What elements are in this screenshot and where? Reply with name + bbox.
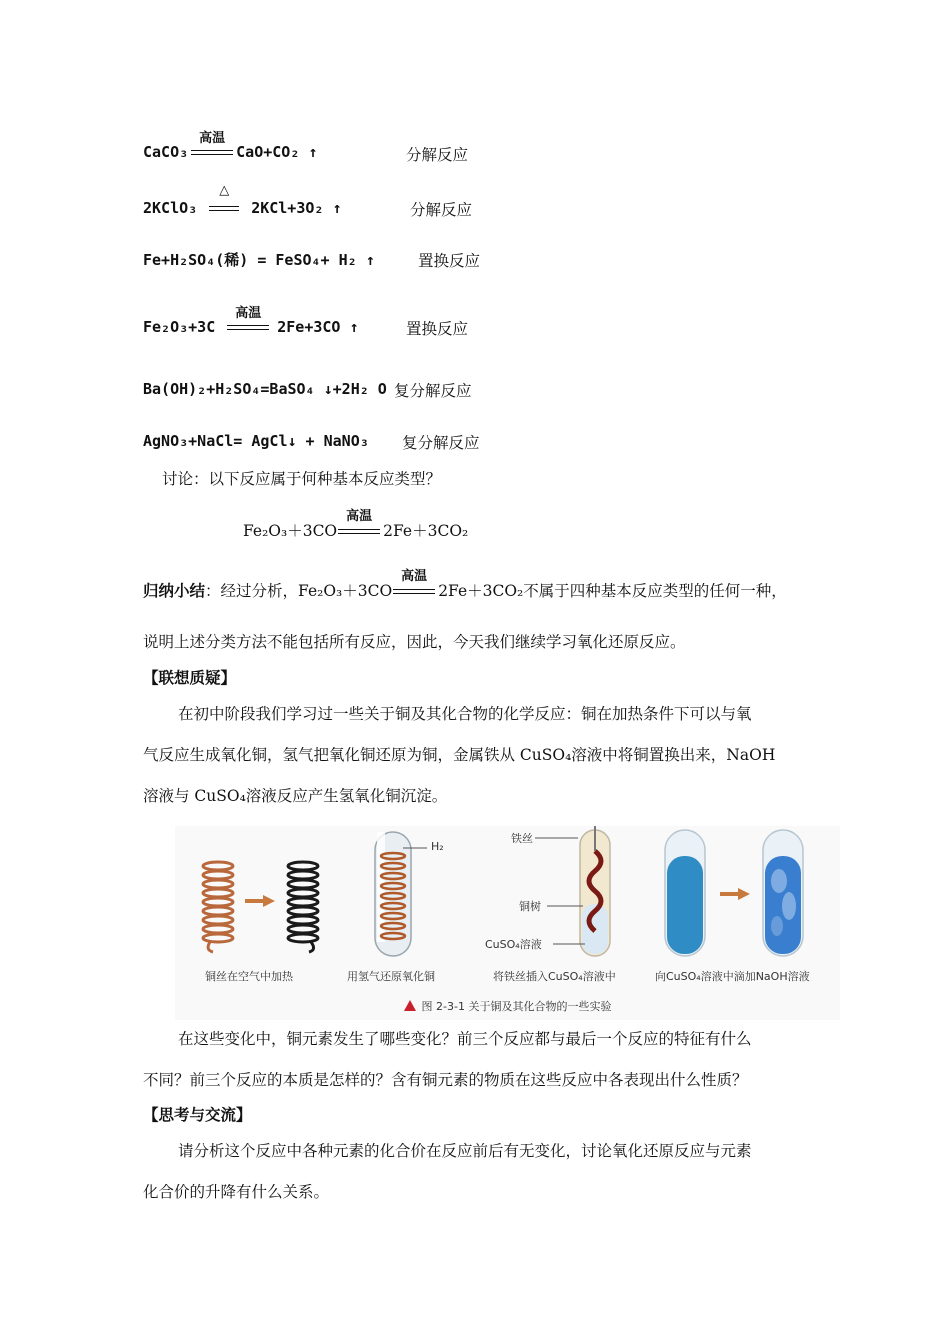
- panel-caption-1: 铜丝在空气中加热: [205, 970, 293, 983]
- discussion-eq-sign: [338, 509, 380, 540]
- summary-line-1: [143, 569, 787, 602]
- reaction-4-left: Fe₂O₃+3C: [143, 318, 216, 336]
- arrow-right-icon: [245, 895, 275, 907]
- summary-eq-sign: [393, 569, 435, 600]
- reaction-1-sign: [191, 130, 233, 161]
- panel-caption-3: 将铁丝插入CuSO₄溶液中: [493, 970, 616, 983]
- reaction-5-type: 复分解反应: [394, 382, 472, 400]
- questions-line-1: 在这些变化中，铜元素发生了哪些变化？前三个反应都与最后一个反应的特征有什么: [178, 1030, 752, 1048]
- reaction-1-type: 分解反应: [406, 146, 469, 164]
- reaction-5-equation: Ba(OH)₂+H₂SO₄=BaSO₄ ↓+2H₂ O: [143, 380, 387, 398]
- reaction-2-type: 分解反应: [410, 201, 473, 219]
- summary-eq-right: 2Fe＋3CO₂: [438, 582, 524, 600]
- think-heading: 【思考与交流】: [143, 1106, 252, 1124]
- test-tube-cuso4-blue-icon: [665, 830, 705, 956]
- iron-wire-label: 铁丝: [511, 832, 533, 845]
- cuso4-solution-label: CuSO₄溶液: [485, 938, 542, 951]
- reaction-2-sign: [209, 182, 239, 217]
- reaction-1-equation: [143, 130, 318, 161]
- triangle-icon: [404, 1000, 416, 1011]
- test-tube-cuso4-iron-icon: [535, 826, 610, 956]
- black-coil-icon: [288, 862, 318, 952]
- reaction-4-condition: 高温: [235, 305, 262, 321]
- think-line-2: 化合价的升降有什么关系。: [143, 1183, 330, 1201]
- reaction-1-right: CaO+CO₂ ↑: [236, 143, 318, 161]
- association-line-1: 在初中阶段我们学习过一些关于铜及其化合物的化学反应：铜在加热条件下可以与氧: [178, 705, 752, 723]
- arrow-right-icon: [720, 888, 750, 900]
- think-line-1: 请分析这个反应中各种元素的化合价在反应前后有无变化，讨论氧化还原反应与元素: [178, 1142, 752, 1160]
- reaction-6-type: 复分解反应: [402, 434, 480, 452]
- discussion-eq-right: 2Fe＋3CO₂: [383, 522, 469, 540]
- reaction-6-equation: AgNO₃+NaCl= AgCl↓ + NaNO₃: [143, 432, 369, 450]
- panel-caption-2: 用氢气还原氧化铜: [347, 970, 435, 983]
- reaction-1-left: CaCO₃: [143, 143, 189, 161]
- discussion-eq-condition: 高温: [346, 509, 373, 524]
- experiment-figure: [175, 826, 840, 1020]
- reaction-2-right: 2KCl+3O₂ ↑: [251, 199, 342, 217]
- summary-line-2: 说明上述分类方法不能包括所有反应，因此，今天我们继续学习氧化还原反应。: [143, 633, 686, 651]
- summary-text-1: 不属于四种基本反应类型的任何一种，: [523, 582, 787, 600]
- reaction-4-equation: [143, 305, 359, 336]
- association-line-2: 气反应生成氧化铜，氢气把氧化铜还原为铜，金属铁从 CuSO₄溶液中将铜置换出来，NaOH: [143, 746, 776, 764]
- figure-caption-text: 图 2-3-1 关于铜及其化合物的一些实验: [421, 1000, 612, 1013]
- figure-caption: [175, 998, 840, 1014]
- reaction-4-sign: [227, 305, 269, 336]
- reaction-1-condition: 高温: [199, 130, 226, 146]
- copper-coil-icon: [203, 862, 233, 952]
- discussion-equation: [243, 509, 469, 542]
- discussion-question: 讨论：以下反应属于何种基本反应类型？: [162, 470, 442, 488]
- h2-label: H₂: [431, 840, 444, 853]
- test-tube-precipitate-icon: [763, 830, 803, 956]
- reaction-2-condition: △: [219, 182, 230, 198]
- discussion-eq-left: Fe₂O₃＋3CO: [243, 522, 338, 540]
- summary-intro: ：经过分析，: [205, 582, 299, 600]
- association-heading: 【联想质疑】: [143, 669, 237, 687]
- summary-eq-condition: 高温: [401, 569, 428, 584]
- copper-tree-label: 铜树: [519, 900, 541, 913]
- panel-caption-4: 向CuSO₄溶液中滴加NaOH溶液: [655, 970, 810, 983]
- reaction-3-type: 置换反应: [418, 252, 481, 270]
- association-line-3: 溶液与 CuSO₄溶液反应产生氢氧化铜沉淀。: [143, 787, 448, 805]
- reaction-4-right: 2Fe+3CO ↑: [277, 318, 359, 336]
- summary-eq-left: Fe₂O₃＋3CO: [298, 582, 393, 600]
- reaction-2-left: 2KClO₃: [143, 199, 198, 217]
- test-tube-h2-icon: [375, 832, 427, 956]
- questions-line-2: 不同？前三个反应的本质是怎样的？含有铜元素的物质在这些反应中各表现出什么性质？: [143, 1071, 748, 1089]
- summary-label: 归纳小结: [143, 582, 206, 600]
- reaction-3-equation: Fe+H₂SO₄(稀) = FeSO₄+ H₂ ↑: [143, 251, 375, 269]
- reaction-4-type: 置换反应: [406, 320, 469, 338]
- reaction-2-equation: [143, 182, 342, 217]
